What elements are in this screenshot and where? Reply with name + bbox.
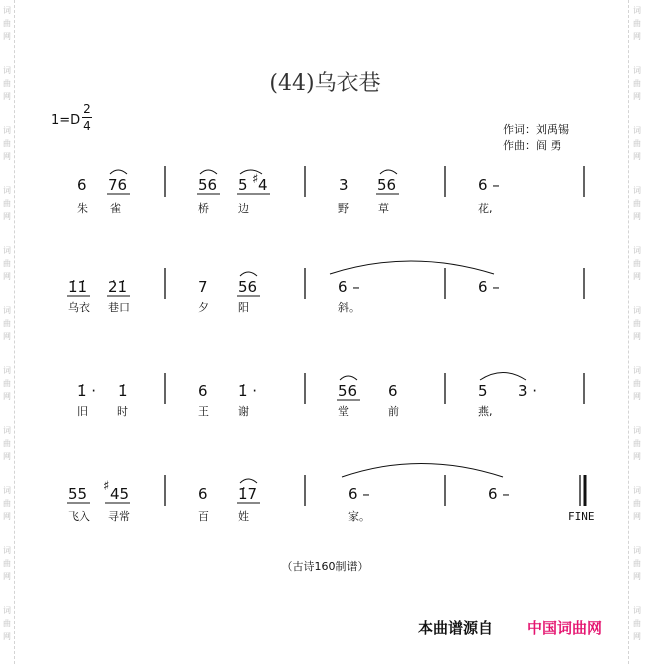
watermark-glyph: 网 [633,572,641,581]
watermark-glyph: 词 [3,186,11,195]
lyric: 野 [338,202,349,215]
source-label: 本曲谱源自 [418,619,494,637]
lyric: 寻常 [108,510,130,523]
watermark-glyph: 曲 [3,499,11,508]
sharp-sign: ♯ [103,479,110,494]
watermark-glyph: 网 [633,632,641,641]
watermark-glyph: 曲 [3,319,11,328]
sharp-sign: ♯ [252,172,259,187]
watermark-glyph: 曲 [633,439,641,448]
watermark-glyph: 网 [3,632,11,641]
note: 1̇1̇ [68,278,88,296]
watermark-glyph: 曲 [3,79,11,88]
watermark-glyph: 词 [3,546,11,555]
note: 56 [338,382,358,400]
note: 76 [108,176,128,194]
watermark-glyph: 词 [3,366,11,375]
watermark-glyph: 网 [633,452,641,461]
watermark-glyph: 曲 [3,439,11,448]
time-signature-bottom: 4 [83,119,91,133]
watermark-glyph: 曲 [3,379,11,388]
lyric: 桥 [198,202,209,215]
lyric: 斜。 [338,301,360,314]
watermark-glyph: 词 [633,186,641,195]
watermark-glyph: 曲 [3,559,11,568]
lyric: 前 [388,405,399,418]
note: 45 [110,485,130,503]
note: 56 [198,176,218,194]
watermark-glyph: 曲 [633,379,641,388]
note: 55 [68,485,88,503]
note: 5 [238,176,248,194]
watermark-glyph: 曲 [633,499,641,508]
watermark-glyph: 词 [633,6,641,15]
watermark-glyph: 网 [3,392,11,401]
note: 56 [238,278,258,296]
song-title: (44)乌衣巷 [269,71,381,96]
note: 6 – [338,278,360,296]
watermark-glyph: 曲 [3,259,11,268]
watermark-glyph: 词 [633,426,641,435]
watermark-glyph: 网 [633,32,641,41]
watermark-glyph: 词 [633,246,641,255]
lyric: 雀 [110,202,121,215]
watermark-glyph: 词 [3,66,11,75]
note: 1̇ [118,382,128,400]
note: 2̇1̇ [108,278,128,296]
note: 6 – [348,485,370,503]
watermark-glyph: 网 [633,272,641,281]
note: 5 [478,382,488,400]
lyric: 姓 [238,510,249,523]
watermark-glyph: 词 [3,306,11,315]
lyric: 阳 [238,301,249,314]
note: 56 [377,176,397,194]
watermark-glyph: 词 [3,606,11,615]
note: 1̇ · [77,382,97,400]
watermark-glyph: 词 [633,606,641,615]
lyric: 边 [238,202,249,215]
note: 6 [77,176,87,194]
lyric: 夕 [198,301,209,314]
watermark-glyph: 曲 [633,79,641,88]
lyric: 百 [198,510,209,523]
time-signature-top: 2 [83,102,91,116]
watermark-glyph: 网 [633,512,641,521]
watermark-glyph: 网 [3,572,11,581]
barlines [165,166,584,506]
watermark-glyph: 网 [3,212,11,221]
lyric: 时 [117,405,128,418]
lyric: 谢 [238,405,249,418]
lyric: 乌衣 [68,301,90,314]
ties [240,464,503,484]
watermark-glyph: 词 [633,486,641,495]
lyric: 燕, [478,405,493,418]
lyric: 王 [198,405,209,418]
watermark-glyph: 曲 [3,139,11,148]
fine-mark: FINE [568,510,595,523]
ties [240,261,494,276]
watermark-glyph: 词 [633,306,641,315]
note: 6 – [488,485,510,503]
lyric: 朱 [77,202,88,215]
watermark-glyph: 曲 [633,559,641,568]
lyricist-credit: 作词：刘禹锡 [503,123,569,136]
watermark-glyph: 曲 [633,259,641,268]
ties [340,373,526,381]
watermark-glyph: 词 [3,6,11,15]
watermark-glyph: 词 [633,366,641,375]
watermark-glyph: 网 [3,512,11,521]
watermark-glyph: 网 [3,152,11,161]
note: 7 [198,278,208,296]
watermark-glyph: 网 [633,212,641,221]
key-signature: 1=D [51,113,81,128]
watermark-glyph: 词 [3,426,11,435]
note: 6 – [478,278,500,296]
watermark-glyph: 曲 [633,619,641,628]
lyric: 花, [478,202,493,215]
watermark-glyph: 词 [633,546,641,555]
watermark-glyph: 网 [3,332,11,341]
watermark-glyph: 曲 [633,19,641,28]
watermark-glyph: 网 [633,152,641,161]
watermark-glyph: 曲 [3,19,11,28]
watermark-glyph: 词 [3,246,11,255]
watermark-glyph: 网 [633,92,641,101]
watermark-glyph: 曲 [633,199,641,208]
lyric: 家。 [348,510,370,523]
lyric: 草 [378,202,389,215]
lyric: 堂 [338,405,349,418]
site-link[interactable]: 中国词曲网 [527,619,603,637]
watermark-glyph: 网 [633,392,641,401]
lyric: 旧 [77,405,88,418]
composer-credit: 作曲：阎 勇 [503,139,562,152]
watermark-glyph: 曲 [633,319,641,328]
note: 4 [258,176,268,194]
watermark-glyph: 网 [633,332,641,341]
note: 3 [339,176,349,194]
watermark-glyph: 曲 [633,139,641,148]
note: 1̇7 [238,485,258,503]
arrangement-note: （古诗160制谱） [281,560,369,573]
watermark-glyph: 曲 [3,199,11,208]
watermark-glyph: 词 [3,486,11,495]
note: 6 [198,382,208,400]
note: 1̇ · [238,382,258,400]
watermark-glyph: 词 [3,126,11,135]
note: 6 [388,382,398,400]
watermark-glyph: 网 [3,32,11,41]
watermark-glyph: 曲 [3,619,11,628]
watermark-glyph: 词 [633,126,641,135]
note: 6 – [478,176,500,194]
watermark-glyph: 网 [3,272,11,281]
note: 3 · [518,382,538,400]
note: 6 [198,485,208,503]
watermark-glyph: 网 [3,92,11,101]
lyric: 巷口 [108,301,130,314]
watermark-glyph: 网 [3,452,11,461]
watermark-glyph: 词 [633,66,641,75]
lyric: 飞入 [68,510,90,523]
